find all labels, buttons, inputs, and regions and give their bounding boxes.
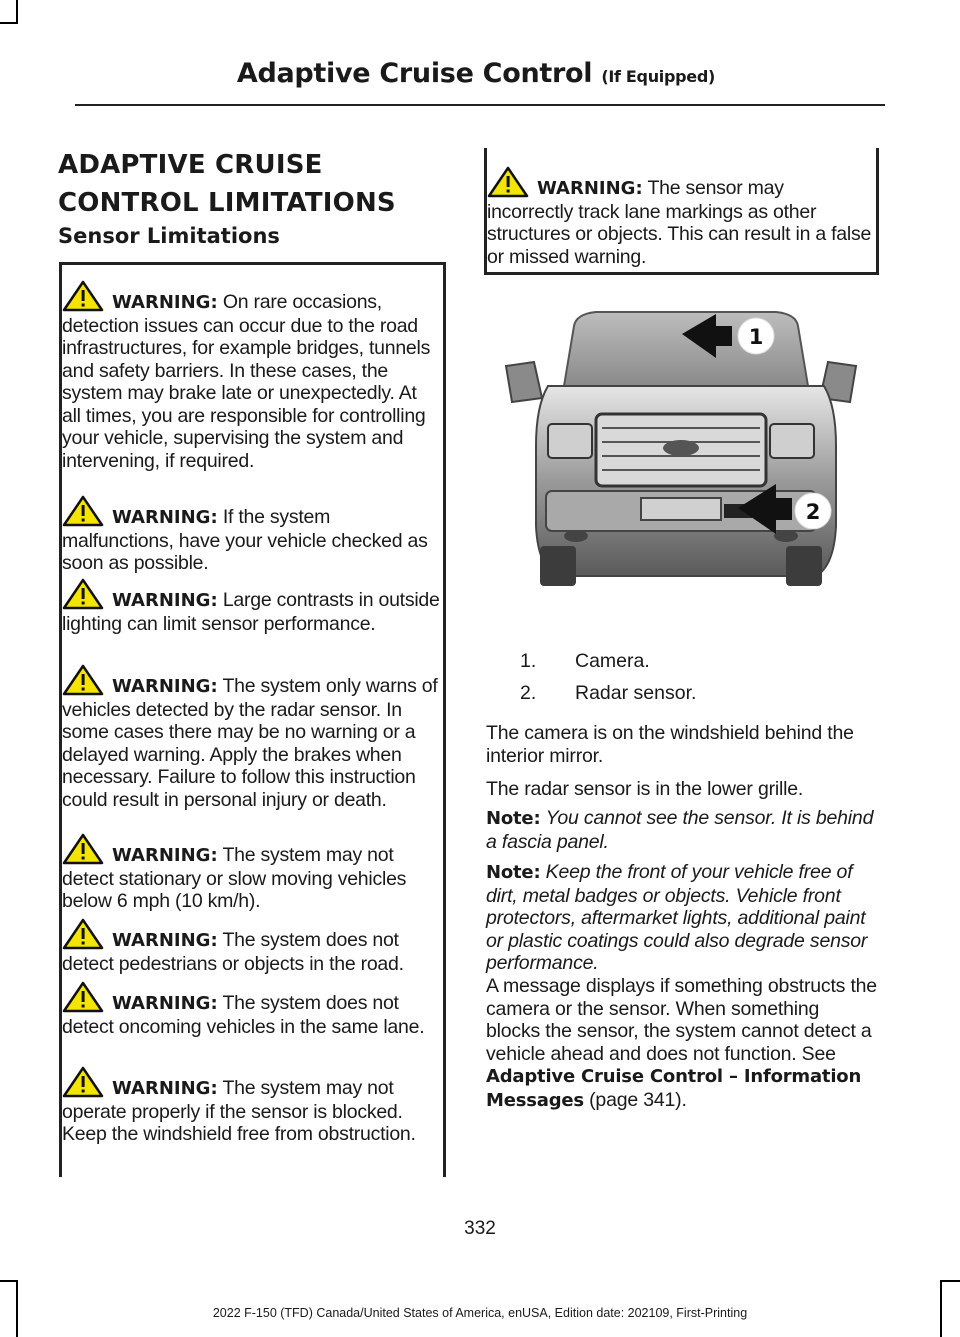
note-fascia: [486, 807, 878, 853]
list-item-number: 2.: [520, 682, 537, 704]
paragraph-text: A message displays if something obstructs the camera or the sensor. When something blocks the sensor, the system cannot detect a vehicle ahead and does not function. See: [486, 975, 877, 1065]
paragraph-radar: The radar sensor is in the lower grille.: [486, 778, 804, 800]
warning-triangle-icon: [487, 166, 533, 198]
note-text: Keep the front of your vehicle free of dirt, metal badges or objects. Vehicle front protectors, aftermarket lights, additional paint or plastic coatings could also degrade sensor performance.: [486, 861, 868, 974]
page-reference: (page 341).: [589, 1088, 687, 1111]
list-item-label: Radar sensor.: [575, 682, 697, 704]
warning-text: The system does not detect pedestrians or objects in the road.: [62, 929, 404, 975]
warning-triangle-icon: [62, 918, 108, 950]
warning-block: [487, 166, 873, 268]
warning-text: The system only warns of vehicles detected by the radar sensor. In some cases there may be no warning or a delayed warning. Apply the brakes when necessary. Failure to follow this instruction could result in personal injury or death.: [62, 675, 438, 811]
callout-list: [520, 650, 696, 714]
warning-text: The system may not detect stationary or slow moving vehicles below 6 mph (10 km/h).: [62, 844, 407, 912]
warning-block: [62, 1066, 440, 1146]
warning-label: WARNING:: [112, 845, 218, 866]
warning-label: WARNING:: [112, 507, 218, 528]
callout-number-2: 2: [805, 500, 821, 524]
warning-text: Large contrasts in outside lighting can limit sensor performance.: [62, 589, 440, 635]
warning-block: [62, 833, 440, 913]
crop-mark: [0, 1280, 18, 1282]
footer-edition-text: 2022 F-150 (TFD) Canada/United States of America, enUSA, Edition date: 202109, First-Printing: [212, 1306, 748, 1320]
list-item-label: Camera.: [575, 650, 650, 672]
warning-block: [62, 578, 440, 635]
warning-triangle-icon: [62, 578, 108, 610]
warning-text: If the system malfunctions, have your vehicle checked as soon as possible.: [62, 506, 428, 574]
warning-text: On rare occasions, detection issues can occur due to the road infrastructures, for example bridges, tunnels and safety barriers. In these cases, the system may brake late or unexpectedly. At all times, you are responsible for controlling your vehicle, supervising the system and intervening, if required.: [62, 291, 431, 472]
section-heading: ADAPTIVE CRUISE CONTROL LIMITATIONS: [58, 150, 396, 218]
crop-mark: [16, 0, 18, 24]
page-number: 332: [464, 1218, 496, 1239]
truck-front-illustration: [486, 306, 876, 592]
header-title-text: Adaptive Cruise Control: [236, 58, 593, 89]
warning-label: WARNING:: [112, 1078, 218, 1099]
warning-triangle-icon: [62, 664, 108, 696]
note-keep-clean: [486, 861, 878, 975]
warning-triangle-icon: [62, 495, 108, 527]
crop-mark: [940, 1280, 960, 1282]
list-item: [520, 682, 696, 714]
warning-label: WARNING:: [112, 590, 218, 611]
warning-label: WARNING:: [537, 178, 643, 199]
warning-block: [62, 495, 440, 575]
warning-triangle-icon: [62, 833, 108, 865]
warning-text: The system does not detect oncoming vehicles in the same lane.: [62, 992, 425, 1038]
warning-label: WARNING:: [112, 993, 218, 1014]
paragraph-obstruction: [486, 975, 878, 1112]
list-item-number: 1.: [520, 650, 537, 672]
warning-triangle-icon: [62, 981, 108, 1013]
crop-mark: [0, 22, 18, 24]
warning-block: [62, 918, 440, 975]
paragraph-camera: The camera is on the windshield behind the interior mirror.: [486, 722, 854, 767]
cross-reference-link[interactable]: Adaptive Cruise Control – Information Messages: [486, 1066, 862, 1111]
warning-block: [62, 280, 440, 472]
warning-block: [62, 981, 440, 1038]
warning-text: The system may not operate properly if the sensor is blocked. Keep the windshield free from obstruction.: [62, 1077, 416, 1145]
note-label: Note:: [486, 808, 541, 829]
warning-label: WARNING:: [112, 930, 218, 951]
callout-number-1: 1: [748, 325, 764, 349]
header-divider: [75, 104, 885, 106]
warning-label: WARNING:: [112, 292, 218, 313]
warning-triangle-icon: [62, 1066, 108, 1098]
section-subheading: Sensor Limitations: [58, 224, 280, 248]
note-text: You cannot see the sensor. It is behind a fascia panel.: [486, 807, 874, 853]
note-label: Note:: [486, 862, 541, 883]
warning-label: WARNING:: [112, 676, 218, 697]
warning-triangle-icon: [62, 280, 108, 312]
warning-text: The sensor may incorrectly track lane markings as other structures or objects. This can result in a false or missed warning.: [487, 177, 872, 268]
warning-block: [62, 664, 440, 811]
header-title-suffix: (If Equipped): [601, 67, 715, 86]
list-item: [520, 650, 696, 682]
page-header-title: [237, 58, 715, 89]
